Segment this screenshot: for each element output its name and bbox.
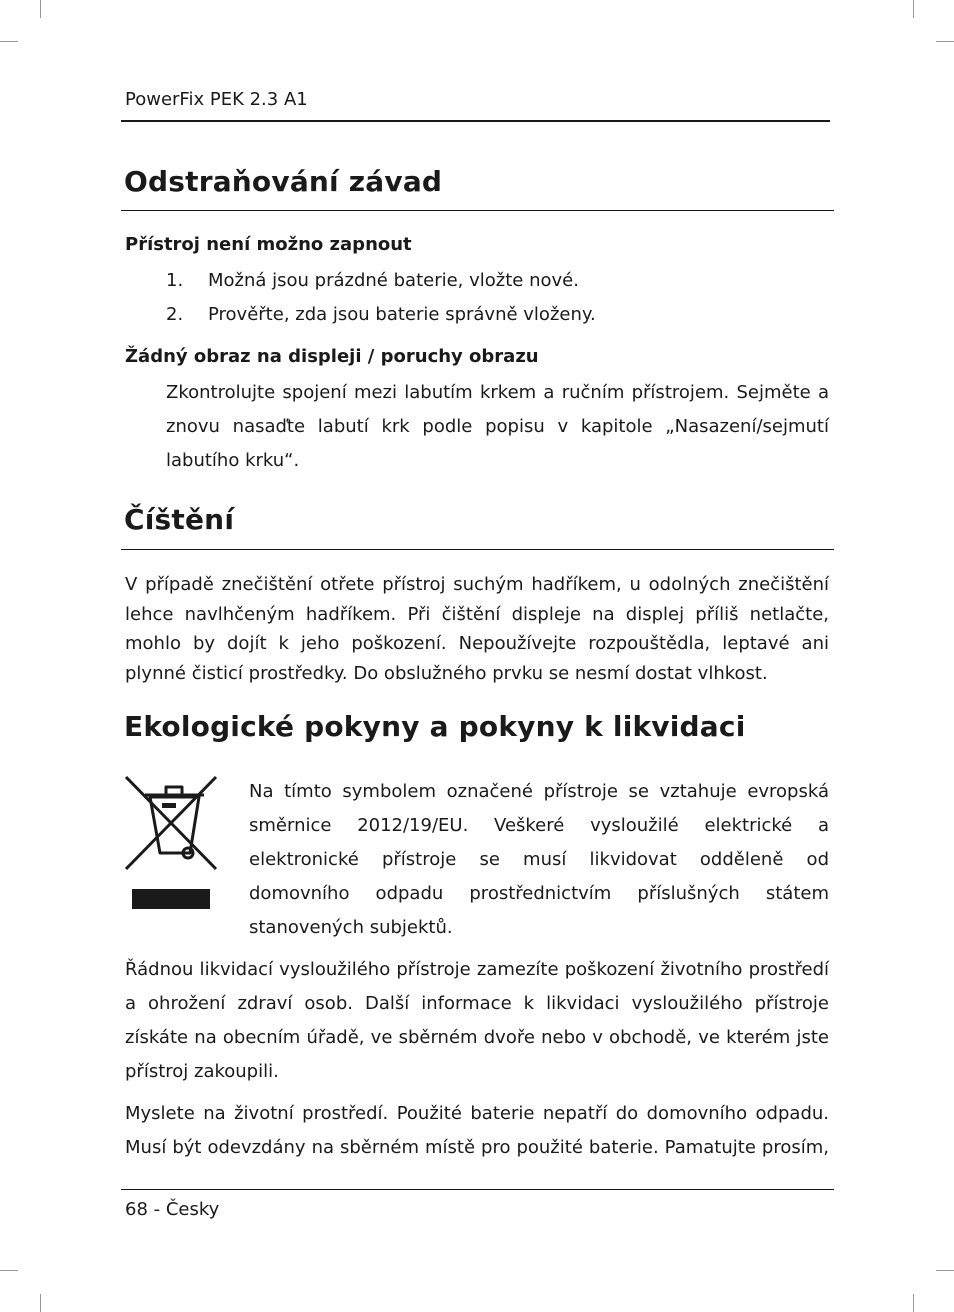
section-title-cleaning: Číštění: [124, 503, 235, 536]
paragraph-cleaning: V případě znečištění otřete přístroj suchým hadříkem, u odolných znečištění lehce navlhčeným hadříkem. Při čištění displeje na displej příliš netlačte, mohlo by dojít k jeho poškození. Nepoužívejte rozpouštědla, leptavé ani plynné čisticí prostředky. Do obslužného prvku se nesmí dostat vlhkost.: [125, 574, 829, 684]
section-rule: [121, 549, 834, 550]
paragraph-disposal: Řádnou likvidací vysloužilého přístroje zamezíte poškození životního prostředí a ohrožení zdraví osob. Další informace k likvidaci vysloužilého přístroje získáte na obecním úřadě, ve sběrném dvoře nebo v obchodě, ve kterém jste přístroj zakoupili.: [125, 959, 829, 1082]
crop-mark: [936, 1270, 954, 1271]
crop-mark: [913, 0, 914, 18]
subheading-cannot-switch-on: Přístroj není možno zapnout: [125, 234, 412, 255]
section-title-disposal: Ekologické pokyny a pokyny k likvidaci: [124, 710, 746, 743]
crop-mark: [40, 1294, 41, 1312]
section-rule: [121, 210, 834, 211]
list-item-number: 2.: [166, 304, 184, 325]
page-number: 68 - Česky: [125, 1199, 220, 1220]
list-item-text: Možná jsou prázdné baterie, vložte nové.: [208, 270, 579, 291]
crop-mark: [0, 41, 18, 42]
paragraph-batteries: Myslete na životní prostředí. Použité baterie nepatří do domovního odpadu. Musí být odevzdány na sběrném místě pro použité baterie. Pamatujte prosím,: [125, 1103, 829, 1158]
crop-mark: [936, 41, 954, 42]
crop-mark: [40, 0, 41, 18]
crop-mark: [913, 1294, 914, 1312]
list-item-text: Prověřte, zda jsou baterie správně vloženy.: [208, 304, 596, 325]
list-item-number: 1.: [166, 270, 184, 291]
paragraph-weee-symbol: Na tímto symbolem označené přístroje se vztahuje evropská směrnice 2012/19/EU. Veškeré vysloužilé elektrické a elektronické přístroje se musí likvidovat odděleně od domovního odpadu prostřednictvím příslušných státem stanovených subjektů.: [249, 781, 829, 938]
section-title-troubleshooting: Odstraňování závad: [124, 165, 443, 198]
crop-mark: [0, 1270, 18, 1271]
subheading-no-picture: Žádný obraz na displeji / poruchy obrazu: [125, 346, 539, 367]
header-rule: [121, 120, 830, 122]
running-header: PowerFix PEK 2.3 A1: [125, 89, 308, 110]
crossed-out-wheelie-bin-icon: [124, 773, 218, 913]
footer-rule: [121, 1189, 834, 1190]
paragraph-no-picture: Zkontrolujte spojení mezi labutím krkem a ručním přístrojem. Sejměte a znovu nasaďte labutí krk podle popisu v kapitole „Nasazení/sejmutí labutího krku“.: [166, 382, 829, 471]
